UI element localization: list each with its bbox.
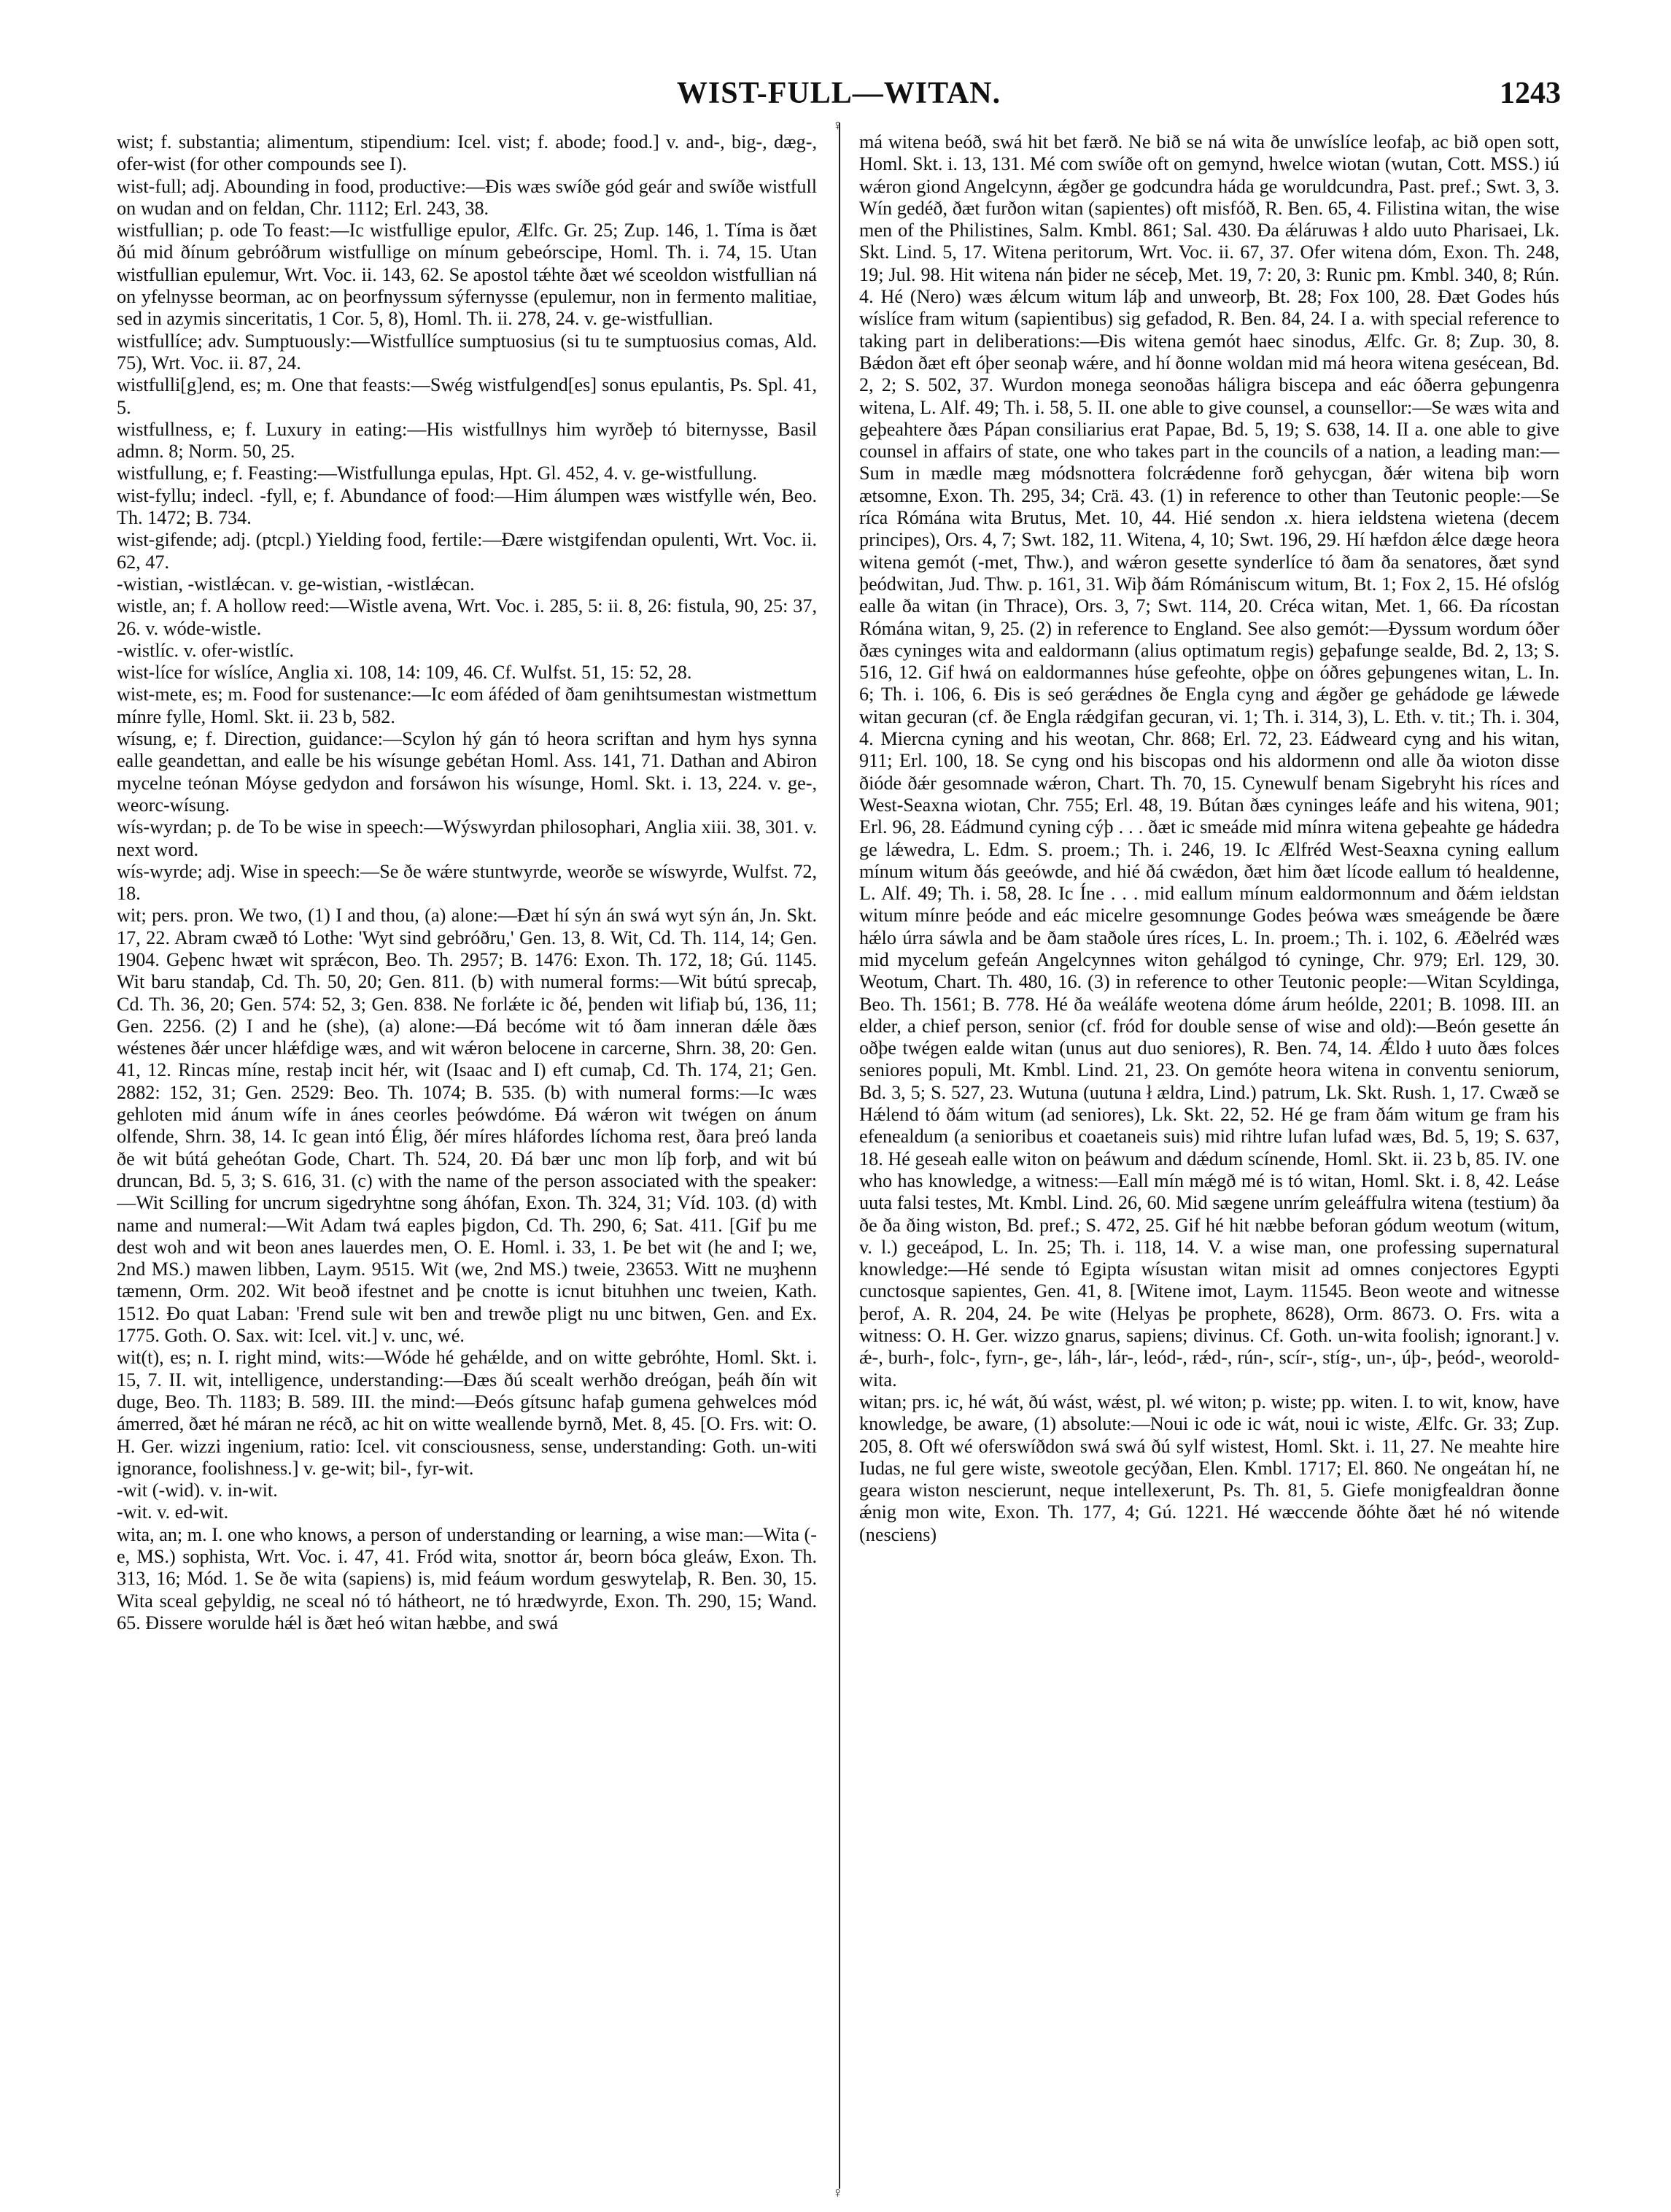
entry-wis-wyrdan: wís-wyrdan; p. de To be wise in speech:—Wýswyrdan philosophari, Anglia xiii. 38, 301. v. next word. xyxy=(117,816,817,860)
entry-wist: wist; f. substantia; alimentum, stipendium: Icel. vist; f. abode; food.] v. and-, big-, dæg-, ofer-wist (for other compounds see I). xyxy=(117,131,817,175)
entry-wita-continued: má witena beóð, swá hit bet færð. Ne bið se ná wita ðe unwíslíce leofaþ, ac bið open sott, Homl. Skt. i. 13, 131. Mé com swíðe oft on gemynd, hwelce wiotan (wutan, Cott. MSS.) iú wǽron giond Angelcynn, ǽgðer ge godcundra háda ge woruldcundra, Past. pref.; Swt. 3, 3. Wín gedéð, ðæt furðon witan (sapientes) oft misfóð, R. Ben. 65, 4. Filistina witan, the wise men of the Philistines, Salm. Kmbl. 861; Sal. 430. Ða ǽláruwas ł aldo uuto Pharisaei, Lk. Skt. Lind. 5, 17. Witena peritorum, Wrt. Voc. ii. 67, 37. Ofer witena dóm, Exon. Th. 248, 19; Jul. 98. Hit witena nán þider ne séceþ, Met. 19, 7: 20, 3: Runic pm. Kmbl. 340, 8; Rún. 4. Hé (Nero) wæs ǽlcum witum láþ and unweorþ, Bt. 28; Fox 100, 28. Ðæt Godes hús wíslíce fram witum (sapientibus) sig gefadod, R. Ben. 84, 24. I a. with special reference to taking part in deliberations:—Ðis witena gemót haec sinodus, Ælfc. Gr. 8; Zup. 30, 8. Bǽdon ðæt eft óþer seonaþ wǽre, and hí ðonne woldan mid má heora witena gesécean, Bd. 2, 2; S. 502, 37. Wurdon monega seonoðas háligra biscepa and eác óðerra geþungenra witena, L. Alf. 49; Th. i. 58, 5. II. one able to give counsel, a counsellor:—Se wæs wita and geþeahtere ðæs Pápan consiliarius erat Papae, Bd. 5, 19; S. 638, 14. II a. one able to give counsel in affairs of state, one who takes part in the councils of a nation, a leading man:—Sum in mædle mæg módsnottera folcrǽdenne forð gehycgan, ðǽr witena biþ worn ætsomne, Exon. Th. 295, 34; Crä. 43. (1) in reference to other than Teutonic people:—Se ríca Rómána wita Brutus, Met. 10, 44. Hié sendon .x. hiera ieldstena wietena (decem principes), Ors. 4, 7; Swt. 182, 11. Witena, 4, 10; Swt. 196, 29. Hí hæfdon ǽlce dæge heora witena gemót (-met, Thw.), and wǽron gesette synderlíce tó ðam ða senatores, ðæt synd þeódwitan, Jud. Thw. p. 161, 31. Wiþ ðám Rómániscum witum, Bt. 1; Fox 2, 15. Hé ofslóg ealle ða witan (in Thrace), Ors. 3, 7; Swt. 114, 20. Créca witan, Met. 1, 66. Ða rícostan Rómána witan, 9, 25. (2) in reference to England. See also gemót:—Ðyssum wordum óðer ðæs cyninges wita and ealdormann (alius optimatum regis) geþafunge sealde, Bd. 2, 13; S. 516, 12. Gif hwá on ealdormannes húse gefeohte, oþþe on óðres geþungenes witan, L. In. 6; Th. i. 106, 6. Ðis is seó gerǽdnes ðe Engla cyng and ǽgðer ge gehádode ge lǽwede witan gecuran (cf. ðe Engla rǽdgifan gecuran, vi. 1; Th. i. 314, 3), L. Eth. v. tit.; Th. i. 304, 4. Miercna cyning and his weotan, Chr. 868; Erl. 72, 23. Eádweard cyng and his witan, 911; Erl. 100, 18. Se cyng ond his biscopas ond his aldormenn ond alle ða wioton disse ðióde ðǽr gesomnade wǽron, Chart. Th. 70, 15. Cynewulf benam Sigebryht his ríces and West-Seaxna wiotan, Chr. 755; Erl. 48, 19. Bútan ðæs cyninges leáfe and his witena, 901; Erl. 96, 28. Eádmund cyning cýþ . . . ðæt ic smeáde mid mínra witena geþeahte ge hádedra ge lǽwedra, L. Edm. S. proem.; Th. i. 246, 19. Ic Ælfréd West-Seaxna cyning eallum mínum witum ðás geeówde, and hié ðá cwǽdon, ðæt him ðæt lícode eallum tó healdenne, L. Alf. 49; Th. i. 58, 28. Ic Íne . . . mid eallum mínum ealdormonnum and ðǽm ieldstan witum mínre þeóde and eác micelre gesomnunge Godes þeówa wæs smeágende be ðære hǽlo úrra sáwla and be ðam staðole úres ríces, L. In. proem.; Th. i. 102, 6. Æðelréd wæs mid mycelum gefeán Angelcynnes witon gehálgod tó cyninge, Chr. 979; Erl. 129, 30. Weotum, Chart. Th. 480, 16. (3) in reference to other Teutonic people:—Witan Scyldinga, Beo. Th. 1561; B. 778. Hé ða weáláfe weotena dóme árum heólde, 2201; B. 1098. III. an elder, a chief person, senior (cf. fród for double sense of wise and old):—Beón gesette án oðþe twégen ealde witan (unus aut duo seniores), R. Ben. 74, 14. Ǽldo ł uuto ðæs folces seniores populi, Mt. Kmbl. Lind. 21, 23. On gemóte heora witena in conventu seniorum, Bd. 3, 5; S. 527, 23. Wutuna (uutuna ł ældra, Lind.) patrum, Lk. Skt. Rush. 1, 17. Cwæð se Hǽlend tó ðám witum (ad seniores), Lk. Skt. 22, 52. Hé ge fram ðám witum ge fram his efenealdum (a senioribus et coaetaneis suis) mid rihtre lufan lufad wæs, Bd. 5, 19; S. 637, 18. Hé geseah ealle witon on þeáwum and dǽdum scínende, Homl. Skt. ii. 23 b, 85. IV. one who has knowledge, a witness:—Eall mín mǽgð mé is tó witan, Homl. Skt. i. 8, 42. Leáse uuta falsi testes, Mt. Kmbl. Lind. 26, 60. Mid sægene unrím geleáffulra witena (testium) ða ðe ða ðing wiston, Bd. pref.; S. 472, 25. Gif hé hit næbbe beforan gódum weotum (witum, v. l.) geceápod, L. In. 25; Th. i. 118, 14. V. a wise man, one professing supernatural knowledge:—Hé sende tó Egipta wísustan witan misit ad omnes conjectores Egypti cunctosque sapientes, Gen. 41, 8. [Witene imot, Laym. 11545. Beon weote and witnesse þerof, A. R. 204, 24. Þe wite (Helyas þe prophete, 8628), Orm. 8673. O. Frs. wita a witness: O. H. Ger. wizzo gnarus, sapiens; divinus. Cf. Goth. un-wita foolish; ignorant.] v. ǽ-, burh-, folc-, fyrn-, ge-, láh-, lár-, leód-, rǽd-, rún-, scír-, stíg-, un-, úþ-, þeód-, weorold-wita. xyxy=(859,131,1559,1391)
entry-wisung: wísung, e; f. Direction, guidance:—Scylon hý gán tó heora scriftan and hym hys synna ealle geandettan, and ealle be his wísunge gebétan Homl. Ass. 141, 71. Dathan and Abiron mycelne teónan Móyse gedydon and forsáwon his wísunge, Homl. Skt. i. 13, 224. v. ge-, weorc-wísung. xyxy=(117,728,817,816)
entry-witt: wit(t), es; n. I. right mind, wits:—Wóde hé gehǽlde, and on witte gebróhte, Homl. Skt. i. 15, 7. II. wit, intelligence, understanding:—Ðæs ðú scealt werhðo dreógan, þeáh ðín wit duge, Beo. Th. 1183; B. 589. III. the mind:—Ðeós gítsunc hafaþ gumena gehwelces mód ámerred, ðæt hé máran ne récð, ac hit on witte weallende byrnð, Met. 8, 45. [O. Frs. wit: O. H. Ger. wizzi ingenium, ratio: Icel. vit consciousness, sense, understanding: Goth. un-witi ignorance, foolishness.] v. ge-wit; bil-, fyr-wit. xyxy=(117,1347,817,1479)
entry-wistfulligend: wistfulli[g]end, es; m. One that feasts:—Swég wistfulgend[es] sonus epulantis, Ps. Spl. 41, 5. xyxy=(117,374,817,418)
entry-wit-wid: -wit (-wid). v. in-wit. xyxy=(117,1480,278,1501)
entry-wist-gifende: wist-gifende; adj. (ptcpl.) Yielding food, fertile:—Ðære wistgifendan opulenti, Wrt. Voc. ii. 62, 47. xyxy=(117,529,817,573)
entry-witan: witan; prs. ic, hé wát, ðú wást, wǽst, pl. wé witon; p. wiste; pp. witen. I. to wit, know, have knowledge, be aware, (1) absolute:—Noui ic ode ic wát, noui ic wiste, Ælfc. Gr. 33; Zup. 205, 8. Oft wé oferswíðdon swá swá ðú sylf wistest, Homl. Skt. i. 11, 27. Ne meahte hire Iudas, ne ful gere wiste, sweotole gecýðan, Elen. Kmbl. 1717; El. 860. Ne ongeátan hí, ne geara wiston nescierunt, neque intellexerunt, Ps. Th. 81, 5. Giefe monigfealdran ðonne ǽnig mon wite, Exon. Th. 177, 4; Gú. 1221. Hé wæccende ðóhte ðæt hé nó witende (nesciens) xyxy=(859,1391,1559,1545)
page-header xyxy=(117,71,1561,115)
left-column xyxy=(117,131,817,2189)
entry-wistfullung: wistfullung, e; f. Feasting:—Wistfullunga epulas, Hpt. Gl. 452, 4. v. ge-wistfullung. xyxy=(117,463,758,484)
entry-wistlic: -wistlíc. v. ofer-wistlíc. xyxy=(117,639,294,661)
entry-wist-full: wist-full; adj. Abounding in food, productive:—Ðis wæs swíðe gód geár and swíðe wistfull on wudan and on feldan, Chr. 1112; Erl. 243, 38. xyxy=(117,175,817,219)
entry-wita: wita, an; m. I. one who knows, a person of understanding or learning, a wise man:—Wita (-e, MS.) sophista, Wrt. Voc. i. 47, 41. Fród wita, snottor ár, beorn bóca gleáw, Exon. Th. 313, 16; Mód. 1. Se ðe wita (sapiens) is, mid feáum wordum geswytelaþ, R. Ben. 30, 15. Wita sceal geþyldig, ne sceal nó tó hátheort, ne tó hrædwyrde, Exon. Th. 290, 15; Wand. 65. Ðissere worulde hǽl is ðæt heó witan hæbbe, and swá xyxy=(117,1523,817,1633)
right-column xyxy=(859,131,1559,2189)
entry-wist-lice: wist-líce for wíslíce, Anglia xi. 108, 14: 109, 46. Cf. Wulfst. 51, 15: 52, 28. xyxy=(117,662,692,684)
entry-wistfullness: wistfullness, e; f. Luxury in eating:—His wistfullnys him wyrðeþ tó biternysse, Basil admn. 8; Norm. 50, 25. xyxy=(117,418,817,463)
entry-wistfullice: wistfullíce; adv. Sumptuously:—Wistfullíce sumptuosius (si tu te sumptuosius comas, Ald. 75), Wrt. Voc. ii. 87, 24. xyxy=(117,330,817,374)
page-number: 1243 xyxy=(1500,77,1561,110)
entry-wit-edwit: -wit. v. ed-wit. xyxy=(117,1501,229,1523)
entry-wist-fyllu: wist-fyllu; indecl. -fyll, e; f. Abundance of food:—Him álumpen wæs wistfylle wén, Beo. Th. 1472; B. 734. xyxy=(117,484,817,529)
running-title: WIST-FULL—WITAN. xyxy=(676,77,1001,110)
divider-ornament-top: ♀ xyxy=(832,117,843,134)
divider-ornament-bottom: ♀ xyxy=(832,2185,843,2201)
entry-wistfullian: wistfullian; p. ode To feast:—Ic wistfullige epulor, Ælfc. Gr. 25; Zup. 146, 1. Tíma is ðæt ðú mid ðínum gebróðrum wistfullige on mínum gebeórscipe, Homl. Th. i. 74, 15. Utan wistfullian epulemur, Wrt. Voc. ii. 143, 62. Se apostol tǽhte ðæt wé sceoldon wistfullian ná on yfelnysse beorman, ac on þeorfnyssum sýfernysse (epulemur, non in fermento malitiae, sed in azymis sinceritatis, 1 Cor. 5, 8), Homl. Th. ii. 278, 24. v. ge-wistfullian. xyxy=(117,220,817,330)
entry-wistian: -wistian, -wistlǽcan. v. ge-wistian, -wistlǽcan. xyxy=(117,573,475,595)
column-divider xyxy=(839,123,840,2189)
entry-wit-pronoun: wit; pers. pron. We two, (1) I and thou, (a) alone:—Ðæt hí sýn án swá wyt sýn án, Jn. Skt. 17, 22. Abram cwæð tó Lothe: 'Wyt sind gebróðru,' Gen. 13, 8. Wit, Cd. Th. 114, 14; Gen. 1904. Geþenc hwæt wit sprǽcon, Beo. Th. 2957; B. 1476: Exon. Th. 172, 18; Gú. 1145. Wit baru standaþ, Cd. Th. 50, 20; Gen. 811. (b) with numeral forms:—Wit bútú sprecaþ, Cd. Th. 36, 20; Gen. 574: 52, 3; Gen. 838. Ne forlǽte ic ðé, þenden wit lifiaþ bú, 136, 11; Gen. 2256. (2) I and he (she), (a) alone:—Ðá becóme wit tó ðam inneran dǽle ðæs wéstenes ðǽr uncer hlǽfdige wæs, and wit wǽron belocene in carcerne, Shrn. 38, 20: Gen. 41, 12. Rincas míne, restaþ incit hér, wit (Isaac and I) eft cumaþ, Cd. Th. 174, 21; Gen. 2882: 152, 31; Gen. 2529: Beo. Th. 1074; B. 535. (b) with numeral forms:—Ic wæs gehloten mid ánum wífe in ánes ceorles þeówdóme. Ðá wǽron wit twégen on ánum olfende, Shrn. 38, 14. Ic gean intó Élig, ðér míres hláfordes líchoma rest, ðara þreó landa ðe wit bútá geheótan Gode, Chart. Th. 524, 20. Ðá bær unc mon líþ forþ, and wit bú druncan, Bd. 5, 3; S. 616, 31. (c) with the name of the person associated with the speaker:—Wit Scilling for uncrum sigedryhtne song áhófan, Exon. Th. 324, 31; Víd. 103. (d) with name and numeral:—Wit Adam twá eaples þigdon, Cd. Th. 290, 6; Sat. 411. [Gif þu me dest woh and wit beon anes lauerdes men, O. E. Homl. i. 33, 1. Þe bet wit (he and I; we, 2nd MS.) mawen libben, Laym. 9515. Wit (we, 2nd MS.) tweie, 23653. Witt ne muȝhenn tæmenn, Orm. 202. Wit beoð ifestnet and þe cnotte is icnut bituhhen unc tweien, Kath. 1512. Ðo quat Laban: 'Frend sule wit ben and trewðe pligt nu unc bitwen, Gen. and Ex. 1775. Goth. O. Sax. wit: Icel. vit.] v. unc, wé. xyxy=(117,905,817,1347)
entry-wistle: wistle, an; f. A hollow reed:—Wistle avena, Wrt. Voc. i. 285, 5: ii. 8, 26: fistula, 90, 25: 37, 26. v. wóde-wistle. xyxy=(117,595,817,639)
entry-wist-mete: wist-mete, es; m. Food for sustenance:—Ic eom áféded of ðam genihtsumestan wistmettum mínre fylle, Homl. Skt. ii. 23 b, 582. xyxy=(117,684,817,727)
entry-wis-wyrde: wís-wyrde; adj. Wise in speech:—Se ðe wǽre stuntwyrde, weorðe se wíswyrde, Wulfst. 72, 18. xyxy=(117,860,817,905)
